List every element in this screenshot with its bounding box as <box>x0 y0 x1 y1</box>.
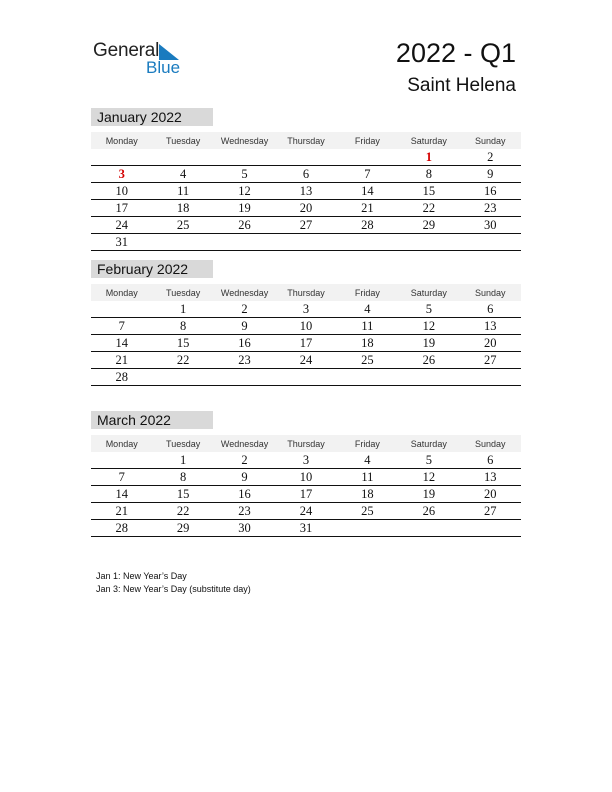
holiday-note: Jan 3: New Year’s Day (substitute day) <box>96 583 251 594</box>
week-row <box>91 301 521 318</box>
day-cell: 4 <box>337 301 398 318</box>
day-cell: 15 <box>152 335 213 352</box>
day-cell: 31 <box>275 520 336 537</box>
day-cell: 23 <box>460 200 521 217</box>
day-cell: 8 <box>152 318 213 335</box>
day-cell: 7 <box>337 166 398 183</box>
day-cell: 29 <box>398 217 459 234</box>
logo-text-general: General <box>93 40 160 61</box>
day-cell: 10 <box>275 469 336 486</box>
day-cell: 11 <box>152 183 213 200</box>
day-cell: 9 <box>214 469 275 486</box>
day-cell <box>337 149 398 166</box>
weekday-label: Thursday <box>275 132 336 149</box>
day-cell: 20 <box>275 200 336 217</box>
week-row <box>91 503 521 520</box>
day-cell: 17 <box>275 335 336 352</box>
weekday-header-row <box>91 284 521 301</box>
day-cell: 27 <box>460 503 521 520</box>
day-cell: 30 <box>214 520 275 537</box>
weekday-header-row <box>91 132 521 149</box>
day-cell: 9 <box>214 318 275 335</box>
day-cell: 13 <box>460 318 521 335</box>
day-cell: 28 <box>337 217 398 234</box>
day-cell <box>91 149 152 166</box>
day-cell: 25 <box>152 217 213 234</box>
weekday-label: Tuesday <box>152 435 213 452</box>
month-title: January 2022 <box>91 108 213 126</box>
day-cell <box>460 520 521 537</box>
month-title: February 2022 <box>91 260 213 278</box>
week-row <box>91 234 521 251</box>
day-cell: 25 <box>337 503 398 520</box>
day-cell: 20 <box>460 486 521 503</box>
week-row <box>91 335 521 352</box>
day-cell: 24 <box>275 352 336 369</box>
holiday-note: Jan 1: New Year’s Day <box>96 571 187 581</box>
weekday-label: Friday <box>337 132 398 149</box>
day-cell: 3 <box>275 301 336 318</box>
day-cell <box>337 369 398 386</box>
day-cell: 5 <box>214 166 275 183</box>
day-cell: 31 <box>91 234 152 251</box>
day-cell: 17 <box>91 200 152 217</box>
week-row <box>91 469 521 486</box>
brand-logo <box>93 40 193 80</box>
day-cell <box>91 301 152 318</box>
day-cell: 2 <box>214 301 275 318</box>
day-cell: 11 <box>337 469 398 486</box>
weekday-label: Saturday <box>398 435 459 452</box>
day-cell: 19 <box>398 335 459 352</box>
day-cell: 8 <box>398 166 459 183</box>
day-cell: 28 <box>91 520 152 537</box>
calendar-table <box>91 284 521 386</box>
week-row <box>91 352 521 369</box>
day-cell: 13 <box>275 183 336 200</box>
day-cell: 1 <box>152 452 213 469</box>
day-cell <box>460 369 521 386</box>
weekday-label: Monday <box>91 435 152 452</box>
day-cell: 1 <box>398 149 459 166</box>
day-cell: 22 <box>152 352 213 369</box>
day-cell: 17 <box>275 486 336 503</box>
day-cell: 14 <box>91 486 152 503</box>
day-cell: 18 <box>337 486 398 503</box>
weekday-label: Monday <box>91 132 152 149</box>
day-cell <box>152 149 213 166</box>
day-cell: 25 <box>337 352 398 369</box>
day-cell: 11 <box>337 318 398 335</box>
week-row <box>91 486 521 503</box>
day-cell: 26 <box>398 503 459 520</box>
week-row <box>91 166 521 183</box>
week-row <box>91 200 521 217</box>
day-cell: 20 <box>460 335 521 352</box>
day-cell: 19 <box>214 200 275 217</box>
day-cell: 28 <box>91 369 152 386</box>
day-cell <box>337 234 398 251</box>
day-cell: 16 <box>214 486 275 503</box>
weekday-label: Sunday <box>460 132 521 149</box>
weekday-label: Saturday <box>398 132 459 149</box>
weekday-label: Thursday <box>275 284 336 301</box>
day-cell: 16 <box>460 183 521 200</box>
week-row <box>91 318 521 335</box>
day-cell <box>460 234 521 251</box>
day-cell: 12 <box>398 469 459 486</box>
day-cell: 2 <box>460 149 521 166</box>
day-cell <box>152 369 213 386</box>
day-cell: 24 <box>275 503 336 520</box>
day-cell: 8 <box>152 469 213 486</box>
day-cell <box>337 520 398 537</box>
day-cell <box>214 369 275 386</box>
weekday-label: Tuesday <box>152 132 213 149</box>
day-cell: 23 <box>214 503 275 520</box>
region-name: Saint Helena <box>407 75 516 96</box>
day-cell: 23 <box>214 352 275 369</box>
weekday-label: Wednesday <box>214 435 275 452</box>
day-cell: 3 <box>91 166 152 183</box>
day-cell: 5 <box>398 452 459 469</box>
day-cell: 7 <box>91 318 152 335</box>
month-title: March 2022 <box>91 411 213 429</box>
weekday-label: Monday <box>91 284 152 301</box>
day-cell <box>275 234 336 251</box>
weekday-label: Tuesday <box>152 284 213 301</box>
day-cell: 16 <box>214 335 275 352</box>
weekday-label: Sunday <box>460 435 521 452</box>
day-cell: 1 <box>152 301 213 318</box>
weekday-header-row <box>91 435 521 452</box>
day-cell: 14 <box>91 335 152 352</box>
day-cell: 6 <box>275 166 336 183</box>
day-cell: 27 <box>275 217 336 234</box>
day-cell <box>152 234 213 251</box>
day-cell <box>214 234 275 251</box>
week-row <box>91 183 521 200</box>
day-cell: 22 <box>398 200 459 217</box>
day-cell: 21 <box>91 352 152 369</box>
day-cell: 30 <box>460 217 521 234</box>
week-row <box>91 217 521 234</box>
day-cell: 18 <box>337 335 398 352</box>
weekday-label: Saturday <box>398 284 459 301</box>
calendar-table <box>91 132 521 251</box>
day-cell: 26 <box>398 352 459 369</box>
logo-text-blue: Blue <box>146 58 181 77</box>
calendar-table <box>91 435 521 537</box>
day-cell: 5 <box>398 301 459 318</box>
day-cell: 3 <box>275 452 336 469</box>
week-row <box>91 452 521 469</box>
day-cell: 10 <box>91 183 152 200</box>
day-cell: 21 <box>91 503 152 520</box>
day-cell: 27 <box>460 352 521 369</box>
day-cell: 2 <box>214 452 275 469</box>
day-cell: 12 <box>398 318 459 335</box>
day-cell: 4 <box>152 166 213 183</box>
day-cell <box>398 520 459 537</box>
day-cell <box>398 234 459 251</box>
day-cell: 12 <box>214 183 275 200</box>
day-cell: 13 <box>460 469 521 486</box>
day-cell: 4 <box>337 452 398 469</box>
weekday-label: Friday <box>337 284 398 301</box>
day-cell <box>91 452 152 469</box>
page-title: 2022 - Q1 <box>395 38 516 68</box>
month-january <box>91 108 521 251</box>
day-cell: 22 <box>152 503 213 520</box>
week-row <box>91 520 521 537</box>
day-cell: 29 <box>152 520 213 537</box>
day-cell: 15 <box>398 183 459 200</box>
weekday-label: Wednesday <box>214 132 275 149</box>
day-cell: 6 <box>460 301 521 318</box>
month-february <box>91 260 521 386</box>
month-march <box>91 411 521 537</box>
day-cell: 10 <box>275 318 336 335</box>
weekday-label: Thursday <box>275 435 336 452</box>
day-cell: 24 <box>91 217 152 234</box>
holiday-notes <box>96 570 251 595</box>
week-row <box>91 369 521 386</box>
day-cell: 14 <box>337 183 398 200</box>
weekday-label: Friday <box>337 435 398 452</box>
weekday-label: Sunday <box>460 284 521 301</box>
day-cell <box>214 149 275 166</box>
day-cell: 21 <box>337 200 398 217</box>
day-cell: 26 <box>214 217 275 234</box>
day-cell <box>275 149 336 166</box>
day-cell: 18 <box>152 200 213 217</box>
day-cell: 9 <box>460 166 521 183</box>
day-cell: 19 <box>398 486 459 503</box>
day-cell: 6 <box>460 452 521 469</box>
day-cell <box>275 369 336 386</box>
weekday-label: Wednesday <box>214 284 275 301</box>
week-row <box>91 149 521 166</box>
day-cell: 15 <box>152 486 213 503</box>
day-cell <box>398 369 459 386</box>
day-cell: 7 <box>91 469 152 486</box>
